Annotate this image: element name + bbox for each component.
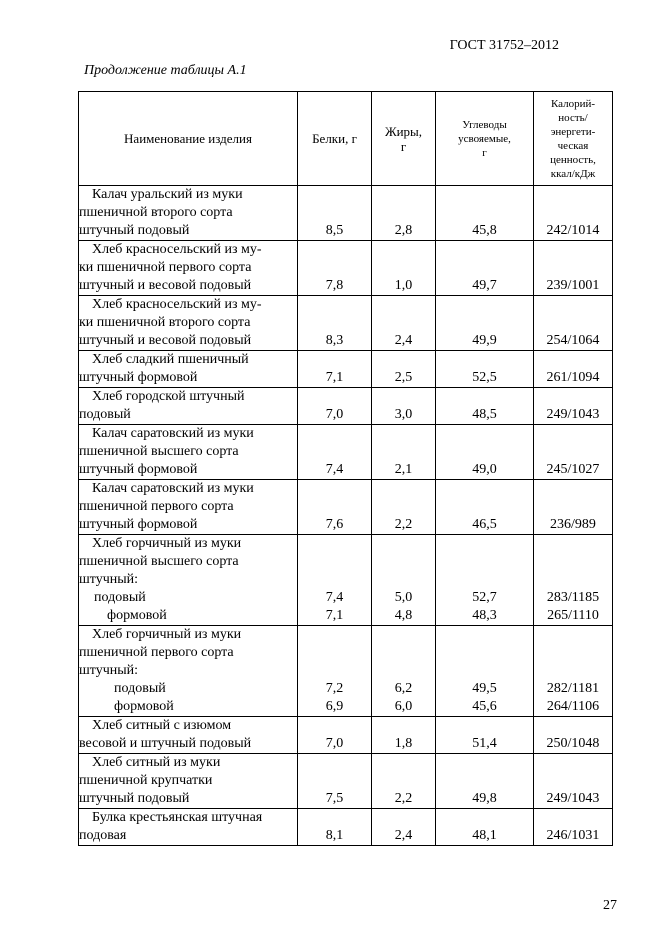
fat-value: 6,0 — [394, 699, 413, 714]
protein-cell — [298, 535, 372, 626]
product-name-line: пшеничной первого сорта — [79, 499, 234, 514]
carbs-cell — [436, 754, 534, 809]
page-number: 27 — [603, 898, 617, 913]
table-row — [79, 717, 613, 754]
fat-cell — [372, 626, 436, 717]
carbs-value: 49,9 — [472, 333, 497, 348]
carbs-value: 45,6 — [472, 699, 497, 714]
product-name-line: штучный и весовой подовый — [79, 333, 252, 348]
product-name-line: пшеничной второго сорта — [79, 205, 233, 220]
product-subitem-line: подовый — [114, 681, 166, 696]
column-header-energy — [534, 92, 613, 186]
header-line: ность/ — [558, 111, 588, 124]
product-name-line: Хлеб сладкий пшеничный — [92, 352, 249, 367]
product-name-cell — [79, 480, 298, 535]
protein-cell — [298, 809, 372, 846]
product-name-line: штучный подовый — [79, 223, 190, 238]
fat-value: 4,8 — [394, 608, 413, 623]
energy-value: 245/1027 — [546, 462, 600, 477]
product-name-line: штучный формовой — [79, 517, 198, 532]
protein-cell — [298, 480, 372, 535]
product-name-line: ки пшеничной второго сорта — [79, 315, 251, 330]
energy-value: 282/1181 — [546, 681, 600, 696]
fat-cell — [372, 535, 436, 626]
header-line: Углеводы — [462, 118, 507, 131]
product-name-line: штучный формовой — [79, 370, 198, 385]
energy-value: 265/1110 — [547, 608, 599, 623]
protein-cell — [298, 425, 372, 480]
fat-cell — [372, 809, 436, 846]
fat-cell — [372, 186, 436, 241]
product-name-cell — [79, 754, 298, 809]
table-row — [79, 754, 613, 809]
carbs-value: 45,8 — [472, 223, 497, 238]
product-name-cell — [79, 535, 298, 626]
table-row — [79, 535, 613, 626]
table-caption: Продолжение таблицы А.1 — [84, 63, 247, 78]
carbs-value: 49,5 — [472, 681, 497, 696]
product-name-cell — [79, 296, 298, 351]
carbs-value: 49,0 — [472, 462, 497, 477]
energy-value: 239/1001 — [546, 278, 600, 293]
product-name-cell — [79, 425, 298, 480]
column-header-protein: Белки, г — [298, 92, 372, 186]
product-name-line: Хлеб горчичный из муки — [92, 536, 242, 551]
protein-value: 7,4 — [325, 590, 344, 605]
protein-value: 8,1 — [325, 828, 344, 843]
carbs-cell — [436, 351, 534, 388]
fat-cell — [372, 754, 436, 809]
product-name-line: Хлеб горчичный из муки — [92, 627, 242, 642]
table-row — [79, 809, 613, 846]
product-name-line: штучный подовый — [79, 791, 190, 806]
protein-value: 7,6 — [325, 517, 344, 532]
protein-value: 7,8 — [325, 278, 344, 293]
carbs-cell — [436, 535, 534, 626]
protein-value: 7,0 — [325, 736, 344, 751]
fat-cell — [372, 717, 436, 754]
table-row — [79, 425, 613, 480]
product-name-cell — [79, 186, 298, 241]
product-name-line: Хлеб красносельский из му- — [92, 242, 262, 257]
carbs-cell — [436, 425, 534, 480]
energy-cell — [534, 480, 613, 535]
protein-value: 7,1 — [325, 608, 344, 623]
protein-value: 6,9 — [325, 699, 344, 714]
protein-value: 7,1 — [325, 370, 344, 385]
product-name-line: пшеничной высшего сорта — [79, 554, 239, 569]
protein-cell — [298, 296, 372, 351]
fat-value: 2,4 — [394, 333, 413, 348]
protein-cell — [298, 388, 372, 425]
table-row — [79, 626, 613, 717]
energy-cell — [534, 186, 613, 241]
product-name-line: Хлеб ситный из муки — [92, 755, 221, 770]
product-name-line: Хлеб городской штучный — [92, 389, 245, 404]
protein-value: 8,3 — [325, 333, 344, 348]
energy-cell — [534, 351, 613, 388]
energy-value: 246/1031 — [546, 828, 600, 843]
carbs-value: 52,7 — [472, 590, 497, 605]
energy-cell — [534, 717, 613, 754]
carbs-value: 48,1 — [472, 828, 497, 843]
header-line: Калорий- — [550, 97, 596, 110]
carbs-value: 52,5 — [472, 370, 497, 385]
product-name-cell — [79, 351, 298, 388]
product-name-line: Калач саратовский из муки — [92, 481, 254, 496]
fat-value: 2,5 — [394, 370, 413, 385]
column-header-fat — [372, 92, 436, 186]
table-row — [79, 186, 613, 241]
product-name-cell — [79, 241, 298, 296]
product-name-line: пшеничной крупчатки — [79, 773, 213, 788]
product-name-cell — [79, 626, 298, 717]
energy-cell — [534, 535, 613, 626]
product-name-line: Калач уральский из муки — [92, 187, 243, 202]
fat-value: 2,2 — [394, 791, 413, 806]
document-standard-header: ГОСТ 31752–2012 — [449, 38, 559, 53]
fat-value: 2,8 — [394, 223, 413, 238]
header-line: ценность, — [550, 153, 596, 166]
header-line: усвояемые, — [458, 132, 511, 145]
column-header-name: Наименование изделия — [79, 92, 298, 186]
protein-cell — [298, 186, 372, 241]
product-name-cell — [79, 717, 298, 754]
product-subitem-line: подовый — [94, 590, 146, 605]
protein-value: 7,0 — [325, 407, 344, 422]
energy-value: 249/1043 — [546, 407, 600, 422]
carbs-cell — [436, 186, 534, 241]
fat-cell — [372, 351, 436, 388]
protein-value: 7,2 — [325, 681, 344, 696]
carbs-cell — [436, 388, 534, 425]
header-line: энергети- — [550, 125, 596, 138]
energy-value: 254/1064 — [546, 333, 600, 348]
energy-value: 250/1048 — [546, 736, 600, 751]
table-row — [79, 388, 613, 425]
energy-cell — [534, 388, 613, 425]
fat-value: 3,0 — [394, 407, 413, 422]
nutrition-table — [78, 91, 613, 846]
carbs-cell — [436, 296, 534, 351]
product-name-line: пшеничной высшего сорта — [79, 444, 239, 459]
carbs-cell — [436, 809, 534, 846]
table-row — [79, 241, 613, 296]
table-row — [79, 351, 613, 388]
carbs-value: 48,5 — [472, 407, 497, 422]
product-name-line: штучный формовой — [79, 462, 198, 477]
energy-value: 242/1014 — [546, 223, 600, 238]
fat-value: 2,4 — [394, 828, 413, 843]
energy-cell — [534, 296, 613, 351]
product-name-line: штучный и весовой подовый — [79, 278, 252, 293]
energy-value: 261/1094 — [546, 370, 600, 385]
fat-cell — [372, 241, 436, 296]
energy-cell — [534, 425, 613, 480]
carbs-cell — [436, 626, 534, 717]
fat-value: 6,2 — [394, 681, 413, 696]
carbs-value: 49,8 — [472, 791, 497, 806]
fat-value: 1,8 — [394, 736, 413, 751]
product-name-line: Хлеб красносельский из му- — [92, 297, 262, 312]
fat-cell — [372, 480, 436, 535]
table-row — [79, 296, 613, 351]
header-line: ческая — [557, 139, 589, 152]
carbs-value: 51,4 — [472, 736, 497, 751]
carbs-cell — [436, 480, 534, 535]
product-name-line: Хлеб ситный с изюмом — [92, 718, 232, 733]
product-name-line: штучный: — [79, 663, 139, 678]
product-name-cell — [79, 809, 298, 846]
carbs-cell — [436, 717, 534, 754]
protein-cell — [298, 351, 372, 388]
fat-value: 1,0 — [394, 278, 413, 293]
product-name-line: Булка крестьянская штучная — [92, 810, 263, 825]
product-name-line: пшеничной первого сорта — [79, 645, 234, 660]
protein-value: 8,5 — [325, 223, 344, 238]
fat-cell — [372, 388, 436, 425]
carbs-cell — [436, 241, 534, 296]
header-line: г — [400, 138, 407, 154]
energy-value: 236/989 — [550, 517, 596, 532]
header-line: ккал/кДж — [550, 167, 596, 180]
table-row — [79, 480, 613, 535]
fat-cell — [372, 296, 436, 351]
fat-cell — [372, 425, 436, 480]
protein-value: 7,5 — [325, 791, 344, 806]
fat-value: 5,0 — [394, 590, 413, 605]
energy-cell — [534, 626, 613, 717]
product-name-line: подовая — [79, 828, 127, 843]
energy-cell — [534, 241, 613, 296]
product-name-line: весовой и штучный подовый — [79, 736, 252, 751]
product-name-line: штучный: — [79, 572, 139, 587]
product-name-cell — [79, 388, 298, 425]
protein-value: 7,4 — [325, 462, 344, 477]
header-line: г — [482, 146, 487, 159]
header-line: Жиры, — [384, 123, 423, 139]
energy-value: 264/1106 — [546, 699, 600, 714]
carbs-value: 48,3 — [472, 608, 497, 623]
protein-cell — [298, 717, 372, 754]
product-name-line: подовый — [79, 407, 131, 422]
protein-cell — [298, 754, 372, 809]
fat-value: 2,2 — [394, 517, 413, 532]
product-name-line: ки пшеничной первого сорта — [79, 260, 252, 275]
energy-value: 283/1185 — [546, 590, 600, 605]
product-subitem-line: формовой — [114, 699, 174, 714]
energy-cell — [534, 754, 613, 809]
energy-cell — [534, 809, 613, 846]
product-subitem-line: формовой — [107, 608, 167, 623]
fat-value: 2,1 — [394, 462, 413, 477]
product-name-line: Калач саратовский из муки — [92, 426, 254, 441]
protein-cell — [298, 241, 372, 296]
energy-value: 249/1043 — [546, 791, 600, 806]
protein-cell — [298, 626, 372, 717]
column-header-carbs — [436, 92, 534, 186]
carbs-value: 46,5 — [472, 517, 497, 532]
carbs-value: 49,7 — [472, 278, 497, 293]
